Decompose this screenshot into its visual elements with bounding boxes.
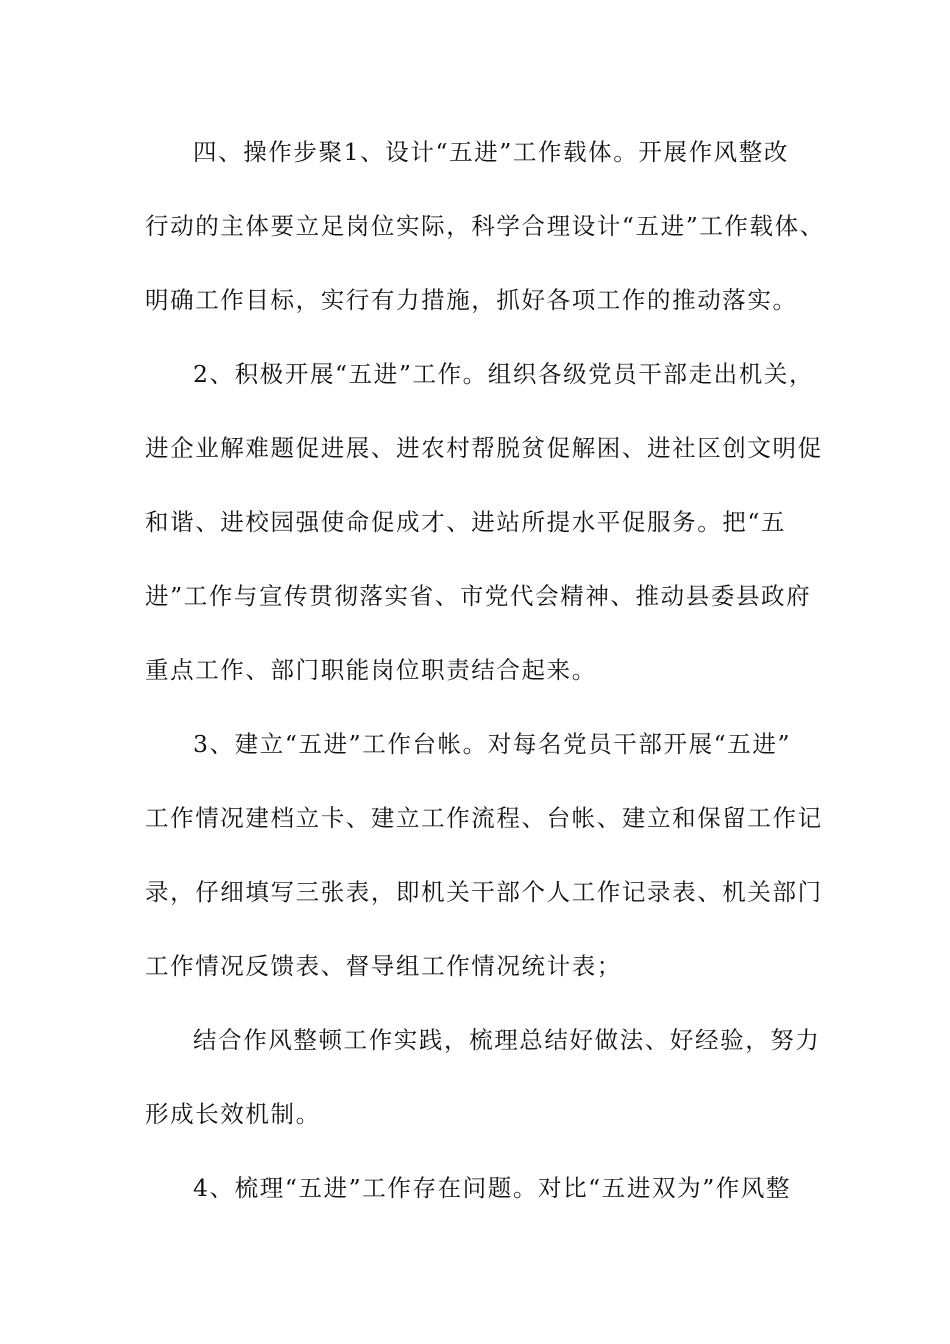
paragraph-3-line-3: 录，仔细填写三张表，即机关干部个人工作记录表、机关部门 — [145, 878, 823, 906]
paragraph-2-line-2: 进企业解难题促进展、进农村帮脱贫促解困、进社区创文明促 — [145, 434, 823, 462]
paragraph-3-line-2: 工作情况建档立卡、建立工作流程、台帐、建立和保留工作记 — [145, 804, 823, 832]
paragraph-2-line-3: 和谐、进校园强使命促成才、进站所提水平促服务。把“五 — [145, 508, 787, 536]
paragraph-2-line-4: 进”工作与宣传贯彻落实省、市党代会精神、推动县委县政府 — [145, 582, 812, 610]
paragraph-3-line-1: 3、建立“五进”工作台帐。对每名党员干部开展“五进” — [193, 730, 792, 758]
paragraph-1-line-1: 四、操作步聚1、设计“五进”工作载体。开展作风整改 — [193, 138, 789, 166]
paragraph-3-line-4: 工作情况反馈表、督导组工作情况统计表； — [145, 952, 622, 980]
paragraph-2-line-5: 重点工作、部门职能岗位职责结合起来。 — [145, 656, 597, 684]
paragraph-1-line-3: 明确工作目标，实行有力措施，抓好各项工作的推动落实。 — [145, 286, 798, 314]
paragraph-4-line-2: 形成长效机制。 — [145, 1100, 321, 1128]
paragraph-5-line-1: 4、梳理“五进”工作存在问题。对比“五进双为”作风整 — [193, 1174, 792, 1202]
paragraph-4-line-1: 结合作风整顿工作实践，梳理总结好做法、好经验，努力 — [193, 1026, 821, 1054]
paragraph-1-line-2: 行动的主体要立足岗位实际，科学合理设计“五进”工作载体、 — [145, 212, 825, 240]
paragraph-2-line-1: 2、积极开展“五进”工作。组织各级党员干部走出机关， — [193, 360, 815, 388]
